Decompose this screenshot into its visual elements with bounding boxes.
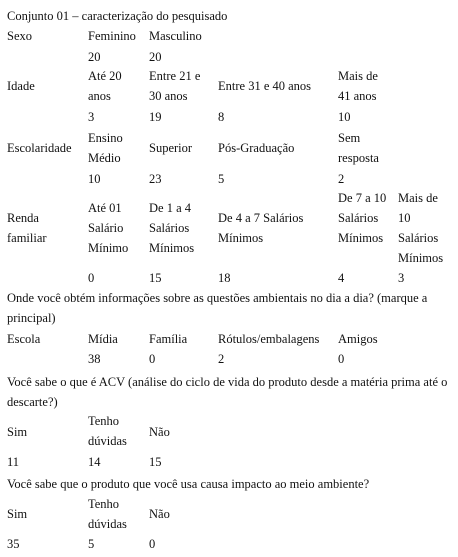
- informacoes-count-familia: 0: [149, 352, 156, 366]
- idade-label: Idade: [7, 79, 35, 93]
- renda-count-1-4: 15: [149, 271, 162, 285]
- informacoes-option-familia: Família: [149, 332, 188, 346]
- idade-option-mais-41: Mais de 41 anos: [338, 69, 378, 103]
- question-informacoes: Onde você obtém informações sobre as questões ambientais no dia a dia? (marque a principal): [7, 291, 428, 325]
- escolaridade-label: Escolaridade: [7, 141, 72, 155]
- informacoes-count-rotulos: 2: [218, 352, 225, 366]
- idade-option-31-40: Entre 31 e 40 anos: [218, 79, 312, 93]
- document-title: Conjunto 01 – caracterização do pesquisado: [7, 9, 228, 23]
- informacoes-option-rotulos: Rótulos/embalagens: [218, 332, 320, 346]
- idade-option-ate-20: Até 20 anos: [88, 69, 122, 103]
- escolaridade-option-superior: Superior: [149, 141, 193, 155]
- escolaridade-option-sem-resposta: Sem resposta: [338, 131, 379, 165]
- idade-count-mais-41: 10: [338, 110, 351, 124]
- renda-option-4-7: De 4 a 7 Salários Mínimos: [218, 211, 304, 245]
- renda-count-7-10: 4: [338, 271, 345, 285]
- idade-count-31-40: 8: [218, 110, 225, 124]
- question-impacto: Você sabe que o produto que você usa causa impacto ao meio ambiente?: [7, 477, 370, 491]
- renda-count-mais-10: 3: [398, 271, 405, 285]
- renda-count-4-7: 18: [218, 271, 231, 285]
- renda-option-ate-01: Até 01 Salário Mínimo: [88, 201, 129, 255]
- acv-option-nao: Não: [149, 425, 170, 439]
- impacto-option-sim: Sim: [7, 507, 28, 521]
- impacto-count-nao: 0: [149, 537, 156, 551]
- informacoes-count-midia: 38: [88, 352, 101, 366]
- escolaridade-option-pos-graduacao: Pós-Graduação: [218, 141, 295, 155]
- informacoes-option-amigos: Amigos: [338, 332, 378, 346]
- escolaridade-count-pos-graduacao: 5: [218, 172, 225, 186]
- idade-count-21-30: 19: [149, 110, 162, 124]
- acv-option-duvidas: Tenho dúvidas: [88, 414, 127, 448]
- sexo-count-masculino: 20: [149, 50, 162, 64]
- informacoes-option-escola: Escola: [7, 332, 41, 346]
- informacoes-count-amigos: 0: [338, 352, 345, 366]
- acv-count-nao: 15: [149, 455, 162, 469]
- acv-count-sim: 11: [7, 455, 20, 469]
- renda-label: Renda familiar: [7, 211, 47, 245]
- sexo-count-feminino: 20: [88, 50, 101, 64]
- renda-count-ate-01: 0: [88, 271, 95, 285]
- sexo-option-masculino: Masculino: [149, 29, 202, 43]
- impacto-count-duvidas: 5: [88, 537, 95, 551]
- renda-option-1-4: De 1 a 4 Salários Mínimos: [149, 201, 195, 255]
- acv-option-sim: Sim: [7, 425, 28, 439]
- renda-option-mais-10: Mais de 10 Salários Mínimos: [398, 191, 444, 265]
- question-acv: Você sabe o que é ACV (análise do ciclo de vida do produto desde a matéria prima até o descarte?): [7, 375, 448, 409]
- escolaridade-option-ensino-medio: Ensino Médio: [88, 131, 123, 165]
- renda-option-7-10: De 7 a 10 Salários Mínimos: [338, 191, 387, 245]
- impacto-option-nao: Não: [149, 507, 170, 521]
- escolaridade-count-ensino-medio: 10: [88, 172, 101, 186]
- idade-option-21-30: Entre 21 e 30 anos: [149, 69, 201, 103]
- escolaridade-count-sem-resposta: 2: [338, 172, 345, 186]
- impacto-count-sim: 35: [7, 537, 20, 551]
- sexo-label: Sexo: [7, 29, 32, 43]
- impacto-option-duvidas: Tenho dúvidas: [88, 497, 127, 531]
- acv-count-duvidas: 14: [88, 455, 101, 469]
- idade-count-ate-20: 3: [88, 110, 95, 124]
- sexo-option-feminino: Feminino: [88, 29, 136, 43]
- escolaridade-count-superior: 23: [149, 172, 162, 186]
- informacoes-option-midia: Mídia: [88, 332, 118, 346]
